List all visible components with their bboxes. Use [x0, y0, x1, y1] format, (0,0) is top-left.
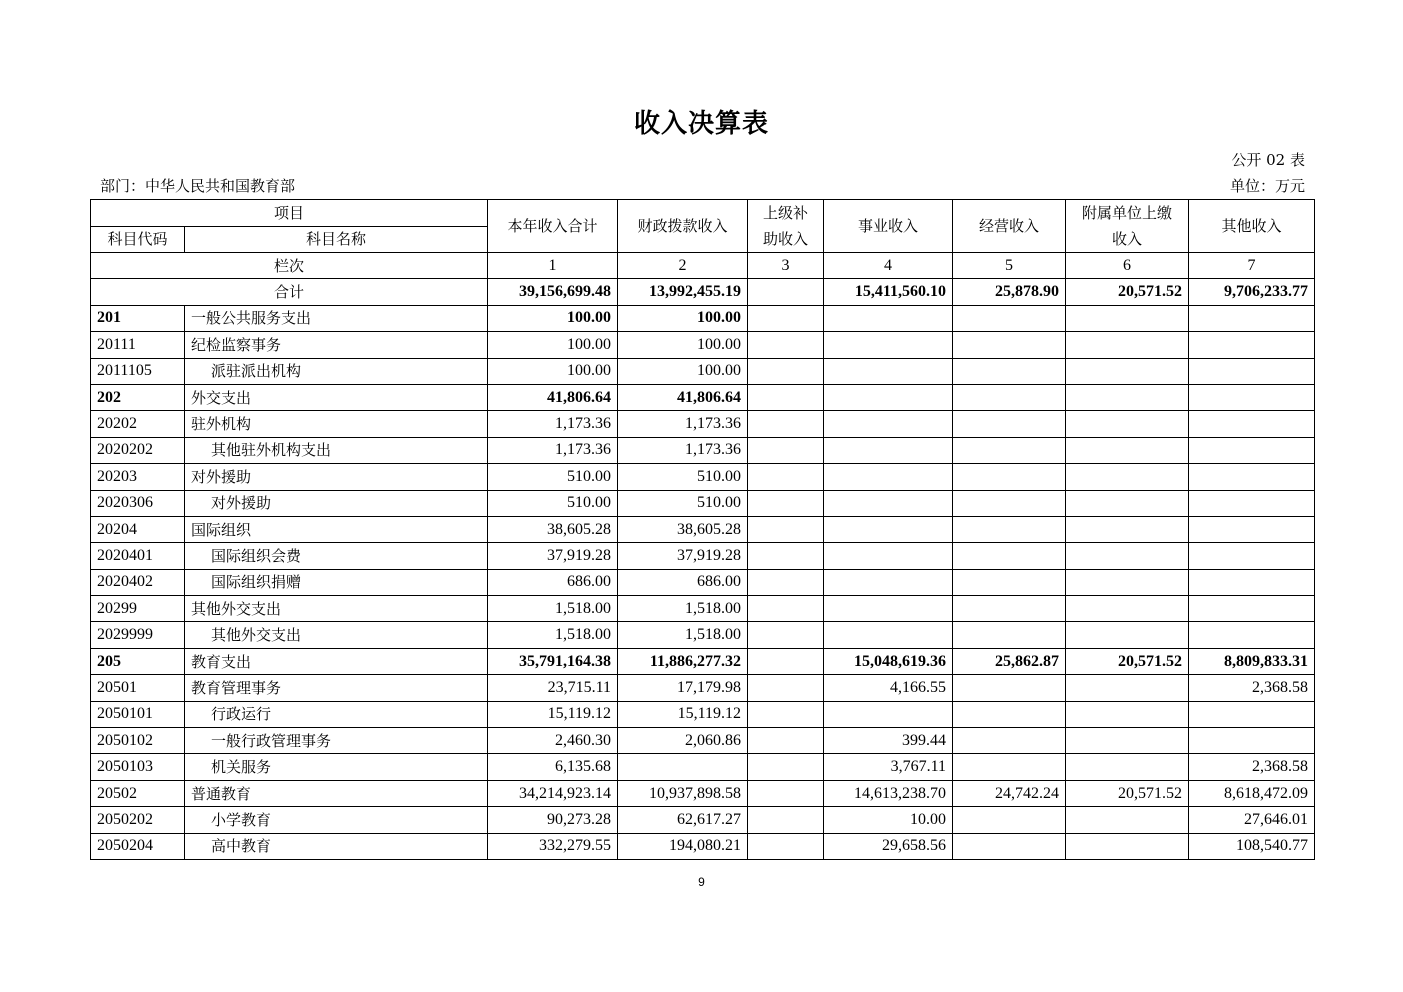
amount-cell: 2,368.58: [1189, 675, 1315, 701]
subject-code: 205: [91, 648, 185, 674]
income-final-accounts-table: [90, 199, 1315, 860]
subject-code: 20299: [91, 596, 185, 622]
amount-cell: [748, 464, 824, 490]
amount-cell: 100.00: [488, 305, 618, 331]
subject-name: 派驻派出机构: [185, 358, 488, 384]
amount-cell: [1066, 569, 1189, 595]
amount-cell: 1,518.00: [618, 596, 748, 622]
amount-cell: [748, 437, 824, 463]
subject-code: 2020402: [91, 569, 185, 595]
header-affiliated: [1066, 200, 1189, 253]
col-num-7: 7: [1189, 253, 1315, 279]
amount-cell: [748, 701, 824, 727]
amount-cell: [1066, 411, 1189, 437]
amount-cell: 17,179.98: [618, 675, 748, 701]
total-label: 合计: [91, 279, 488, 305]
subject-name: 其他外交支出: [185, 622, 488, 648]
header-business: 事业收入: [824, 200, 953, 253]
subject-name: 一般公共服务支出: [185, 305, 488, 331]
table-row: [91, 569, 1315, 595]
amount-cell: [824, 464, 953, 490]
table-row: [91, 384, 1315, 410]
amount-cell: [748, 569, 824, 595]
form-number: 公开 02 表: [1231, 151, 1305, 169]
table-row: [91, 728, 1315, 754]
amount-cell: [1066, 596, 1189, 622]
subject-code: 2029999: [91, 622, 185, 648]
col-num-3: 3: [748, 253, 824, 279]
amount-cell: [953, 675, 1066, 701]
amount-cell: [953, 516, 1066, 542]
amount-cell: 10,937,898.58: [618, 780, 748, 806]
amount-cell: 11,886,277.32: [618, 648, 748, 674]
amount-cell: [1066, 754, 1189, 780]
amount-cell: 41,806.64: [488, 384, 618, 410]
subject-name: 国际组织捐赠: [185, 569, 488, 595]
table-row: [91, 516, 1315, 542]
amount-cell: 20,571.52: [1066, 648, 1189, 674]
amount-cell: 100.00: [618, 358, 748, 384]
amount-cell: [1189, 384, 1315, 410]
subject-name: 驻外机构: [185, 411, 488, 437]
header-upper-subsidy: [748, 200, 824, 253]
amount-cell: [1066, 516, 1189, 542]
amount-cell: [748, 358, 824, 384]
total-value: [748, 279, 824, 305]
amount-cell: [1066, 384, 1189, 410]
amount-cell: [953, 569, 1066, 595]
header-upper-line1: 上级补: [763, 204, 809, 222]
subject-name: 一般行政管理事务: [185, 728, 488, 754]
amount-cell: [1066, 358, 1189, 384]
header-affiliated-line1: 附属单位上缴: [1082, 204, 1173, 222]
table-row: [91, 596, 1315, 622]
col-num-4: 4: [824, 253, 953, 279]
total-value: 20,571.52: [1066, 279, 1189, 305]
amount-cell: [824, 543, 953, 569]
subject-name: 对外援助: [185, 464, 488, 490]
amount-cell: 25,862.87: [953, 648, 1066, 674]
table-row: [91, 332, 1315, 358]
table-row: [91, 754, 1315, 780]
amount-cell: 510.00: [618, 490, 748, 516]
table-row: [91, 807, 1315, 833]
amount-cell: 2,060.86: [618, 728, 748, 754]
amount-cell: 37,919.28: [618, 543, 748, 569]
total-value: 15,411,560.10: [824, 279, 953, 305]
subject-code: 20501: [91, 675, 185, 701]
amount-cell: [824, 384, 953, 410]
amount-cell: 1,518.00: [618, 622, 748, 648]
column-index-row: [91, 253, 1315, 279]
amount-cell: 399.44: [824, 728, 953, 754]
amount-cell: [824, 622, 953, 648]
amount-cell: 37,919.28: [488, 543, 618, 569]
amount-cell: [1066, 807, 1189, 833]
subject-code: 2011105: [91, 358, 185, 384]
amount-cell: 38,605.28: [488, 516, 618, 542]
subject-name: 高中教育: [185, 833, 488, 859]
page-number: 9: [698, 875, 705, 889]
subject-code: 20502: [91, 780, 185, 806]
subject-name: 小学教育: [185, 807, 488, 833]
amount-cell: [1189, 596, 1315, 622]
amount-cell: [748, 543, 824, 569]
amount-cell: [953, 490, 1066, 516]
unit-label: 单位：万元: [1229, 177, 1305, 195]
col-num-1: 1: [488, 253, 618, 279]
subject-code: 202: [91, 384, 185, 410]
amount-cell: 100.00: [618, 305, 748, 331]
subject-code: 20204: [91, 516, 185, 542]
table-row: [91, 780, 1315, 806]
total-value: 13,992,455.19: [618, 279, 748, 305]
amount-cell: [1066, 305, 1189, 331]
subject-code: 20111: [91, 332, 185, 358]
amount-cell: 29,658.56: [824, 833, 953, 859]
subject-code: 20202: [91, 411, 185, 437]
amount-cell: 1,173.36: [488, 411, 618, 437]
amount-cell: [618, 754, 748, 780]
table-row: [91, 411, 1315, 437]
amount-cell: [824, 305, 953, 331]
table-row: [91, 358, 1315, 384]
total-value: 39,156,699.48: [488, 279, 618, 305]
amount-cell: [1189, 305, 1315, 331]
amount-cell: [1066, 332, 1189, 358]
subject-code: 2050204: [91, 833, 185, 859]
amount-cell: [1189, 543, 1315, 569]
amount-cell: [824, 701, 953, 727]
amount-cell: [1189, 490, 1315, 516]
amount-cell: 34,214,923.14: [488, 780, 618, 806]
total-row: [91, 279, 1315, 305]
amount-cell: [1066, 622, 1189, 648]
amount-cell: [748, 754, 824, 780]
amount-cell: 3,767.11: [824, 754, 953, 780]
table-row: [91, 833, 1315, 859]
amount-cell: [1189, 622, 1315, 648]
amount-cell: 6,135.68: [488, 754, 618, 780]
amount-cell: [748, 833, 824, 859]
page-title: 收入决算表: [633, 109, 769, 139]
amount-cell: 108,540.77: [1189, 833, 1315, 859]
amount-cell: 24,742.24: [953, 780, 1066, 806]
header-code: 科目代码: [91, 226, 185, 253]
amount-cell: [824, 358, 953, 384]
amount-cell: [824, 490, 953, 516]
amount-cell: 38,605.28: [618, 516, 748, 542]
amount-cell: 2,460.30: [488, 728, 618, 754]
amount-cell: 1,173.36: [618, 437, 748, 463]
amount-cell: 10.00: [824, 807, 953, 833]
subject-name: 国际组织: [185, 516, 488, 542]
table-row: [91, 622, 1315, 648]
subject-code: 2020401: [91, 543, 185, 569]
header-other: 其他收入: [1189, 200, 1315, 253]
amount-cell: [748, 305, 824, 331]
amount-cell: [953, 833, 1066, 859]
amount-cell: 510.00: [618, 464, 748, 490]
subject-name: 国际组织会费: [185, 543, 488, 569]
amount-cell: 14,613,238.70: [824, 780, 953, 806]
amount-cell: [1189, 332, 1315, 358]
amount-cell: 8,618,472.09: [1189, 780, 1315, 806]
amount-cell: [953, 384, 1066, 410]
amount-cell: [953, 332, 1066, 358]
table-row: [91, 648, 1315, 674]
subject-name: 教育支出: [185, 648, 488, 674]
amount-cell: [1189, 358, 1315, 384]
amount-cell: [1066, 543, 1189, 569]
table-row: [91, 305, 1315, 331]
amount-cell: [953, 807, 1066, 833]
subject-code: 201: [91, 305, 185, 331]
amount-cell: [953, 464, 1066, 490]
column-label: 栏次: [91, 253, 488, 279]
header-upper-line2: 助收入: [763, 230, 809, 248]
amount-cell: [1066, 464, 1189, 490]
header-affiliated-line2: 收入: [1112, 230, 1143, 248]
subject-name: 普通教育: [185, 780, 488, 806]
amount-cell: [953, 754, 1066, 780]
subject-code: 2050102: [91, 728, 185, 754]
amount-cell: [1189, 411, 1315, 437]
amount-cell: [1189, 701, 1315, 727]
amount-cell: [953, 358, 1066, 384]
subject-name: 外交支出: [185, 384, 488, 410]
amount-cell: [1189, 516, 1315, 542]
amount-cell: [748, 384, 824, 410]
amount-cell: [748, 596, 824, 622]
subject-name: 教育管理事务: [185, 675, 488, 701]
amount-cell: [748, 675, 824, 701]
total-value: 9,706,233.77: [1189, 279, 1315, 305]
amount-cell: 4,166.55: [824, 675, 953, 701]
amount-cell: 35,791,164.38: [488, 648, 618, 674]
amount-cell: [1189, 437, 1315, 463]
header-row-1: [91, 200, 1315, 227]
header-total: 本年收入合计: [488, 200, 618, 253]
amount-cell: 15,119.12: [488, 701, 618, 727]
subject-code: 2050103: [91, 754, 185, 780]
table-row: [91, 701, 1315, 727]
amount-cell: [953, 543, 1066, 569]
amount-cell: 8,809,833.31: [1189, 648, 1315, 674]
amount-cell: 1,518.00: [488, 622, 618, 648]
amount-cell: 1,173.36: [488, 437, 618, 463]
amount-cell: 1,173.36: [618, 411, 748, 437]
department-label: 部门：中华人民共和国教育部: [100, 177, 296, 195]
table-row: [91, 464, 1315, 490]
subject-name: 纪检监察事务: [185, 332, 488, 358]
table-row: [91, 490, 1315, 516]
amount-cell: [824, 516, 953, 542]
amount-cell: [748, 490, 824, 516]
amount-cell: [824, 569, 953, 595]
subject-code: 2050202: [91, 807, 185, 833]
amount-cell: 2,368.58: [1189, 754, 1315, 780]
amount-cell: [953, 411, 1066, 437]
col-num-6: 6: [1066, 253, 1189, 279]
amount-cell: [748, 780, 824, 806]
subject-code: 2020202: [91, 437, 185, 463]
amount-cell: [748, 332, 824, 358]
header-item: 项目: [91, 200, 488, 227]
amount-cell: [748, 648, 824, 674]
amount-cell: 510.00: [488, 490, 618, 516]
amount-cell: [748, 622, 824, 648]
amount-cell: [953, 701, 1066, 727]
amount-cell: 100.00: [618, 332, 748, 358]
amount-cell: [1189, 464, 1315, 490]
subject-name: 机关服务: [185, 754, 488, 780]
amount-cell: [953, 596, 1066, 622]
amount-cell: [1189, 569, 1315, 595]
col-num-2: 2: [618, 253, 748, 279]
amount-cell: 15,048,619.36: [824, 648, 953, 674]
subject-name: 其他外交支出: [185, 596, 488, 622]
amount-cell: 100.00: [488, 332, 618, 358]
amount-cell: [1189, 728, 1315, 754]
amount-cell: [1066, 490, 1189, 516]
amount-cell: [748, 411, 824, 437]
total-value: 25,878.90: [953, 279, 1066, 305]
subject-code: 2050101: [91, 701, 185, 727]
amount-cell: [824, 437, 953, 463]
amount-cell: 1,518.00: [488, 596, 618, 622]
header-name: 科目名称: [185, 226, 488, 253]
amount-cell: [824, 411, 953, 437]
amount-cell: [824, 332, 953, 358]
amount-cell: 23,715.11: [488, 675, 618, 701]
col-num-5: 5: [953, 253, 1066, 279]
amount-cell: 194,080.21: [618, 833, 748, 859]
table-row: [91, 675, 1315, 701]
amount-cell: 20,571.52: [1066, 780, 1189, 806]
amount-cell: [953, 437, 1066, 463]
amount-cell: 27,646.01: [1189, 807, 1315, 833]
amount-cell: [824, 596, 953, 622]
amount-cell: [748, 807, 824, 833]
amount-cell: [1066, 437, 1189, 463]
subject-name: 对外援助: [185, 490, 488, 516]
amount-cell: [953, 622, 1066, 648]
amount-cell: 100.00: [488, 358, 618, 384]
subject-code: 2020306: [91, 490, 185, 516]
header-operating: 经营收入: [953, 200, 1066, 253]
amount-cell: 686.00: [618, 569, 748, 595]
amount-cell: [953, 728, 1066, 754]
subject-name: 行政运行: [185, 701, 488, 727]
amount-cell: 332,279.55: [488, 833, 618, 859]
subject-name: 其他驻外机构支出: [185, 437, 488, 463]
amount-cell: [1066, 701, 1189, 727]
amount-cell: [1066, 833, 1189, 859]
subject-code: 20203: [91, 464, 185, 490]
amount-cell: [953, 305, 1066, 331]
amount-cell: 686.00: [488, 569, 618, 595]
amount-cell: [748, 728, 824, 754]
amount-cell: 15,119.12: [618, 701, 748, 727]
amount-cell: 90,273.28: [488, 807, 618, 833]
amount-cell: [1066, 675, 1189, 701]
amount-cell: [1066, 728, 1189, 754]
amount-cell: [748, 516, 824, 542]
table-row: [91, 437, 1315, 463]
amount-cell: 41,806.64: [618, 384, 748, 410]
amount-cell: 510.00: [488, 464, 618, 490]
table-row: [91, 543, 1315, 569]
amount-cell: 62,617.27: [618, 807, 748, 833]
header-fiscal: 财政拨款收入: [618, 200, 748, 253]
